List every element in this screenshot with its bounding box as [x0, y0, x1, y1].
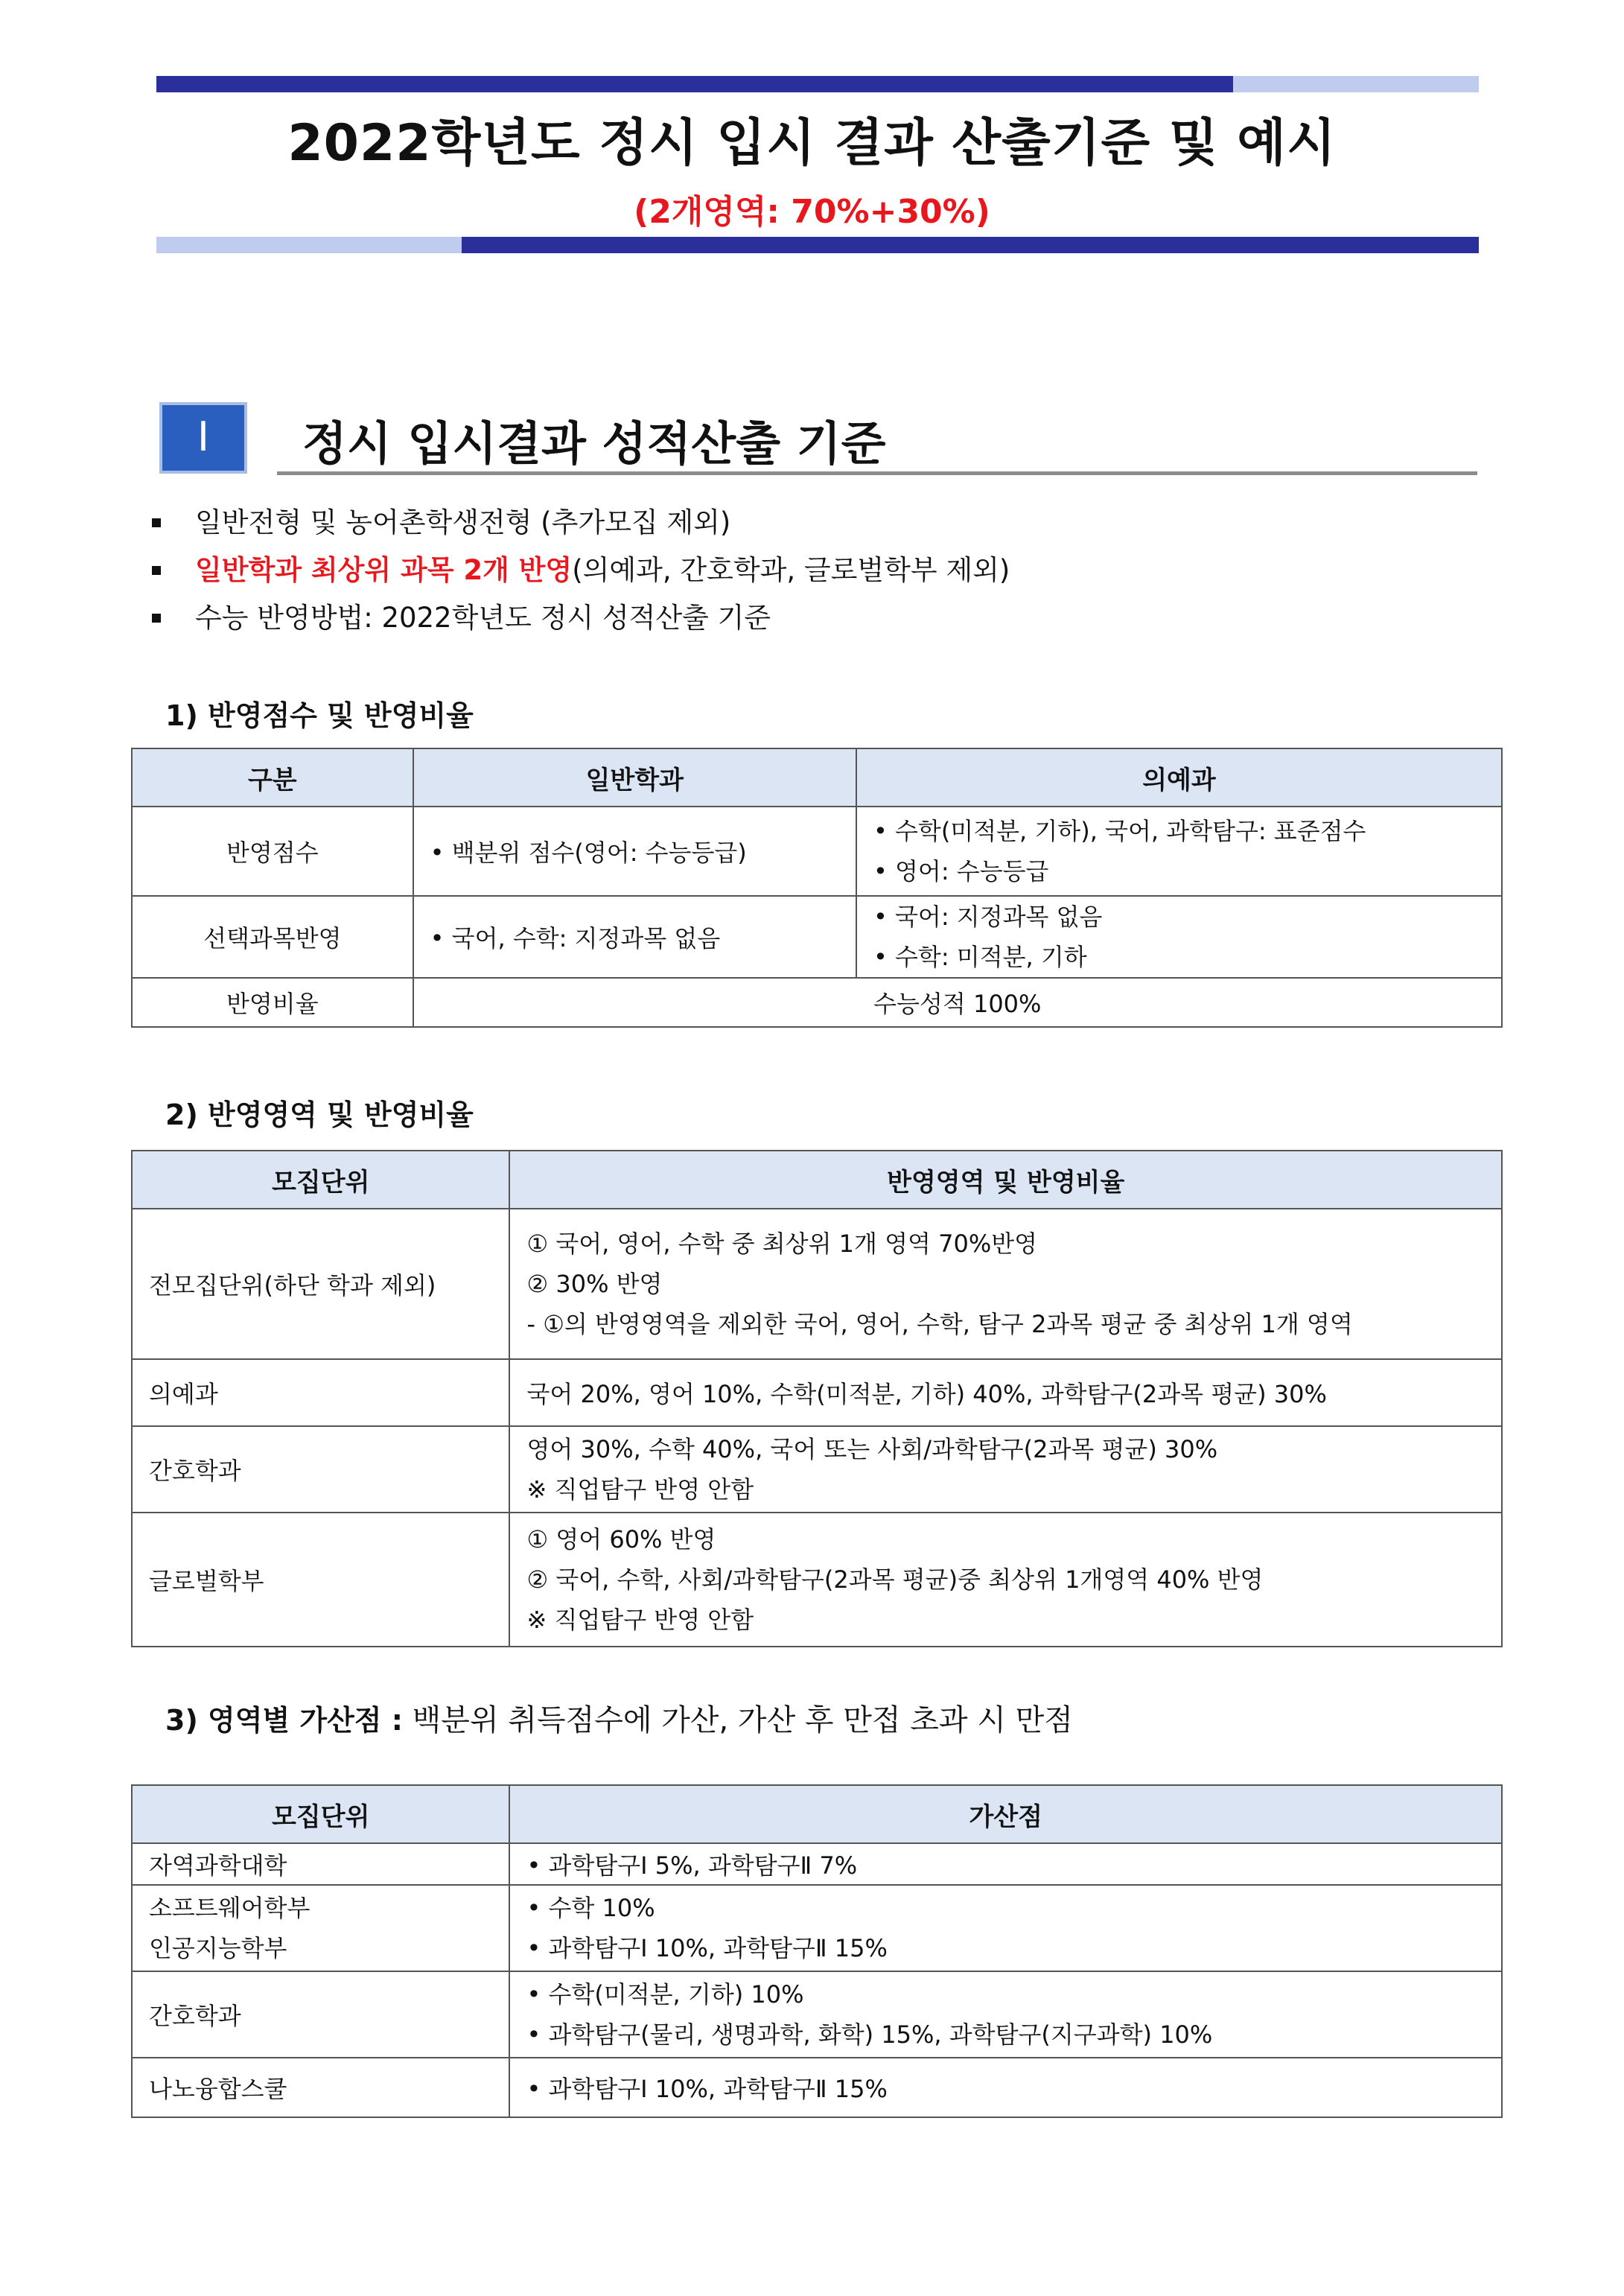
table-header-cell: 일반학과 [413, 748, 856, 807]
table-row: 글로벌학부 ① 영어 60% 반영 ② 국어, 수학, 사회/과학탐구(2과목 평균)중 최상위 1개영역 40% 반영 ※ 직업탐구 반영 안함 [132, 1513, 1502, 1647]
header-bar-top-dark [156, 76, 1233, 92]
table-header-cell: 가산점 [509, 1785, 1502, 1843]
page-title: 2022학년도 정시 입시 결과 산출기준 및 예시 [287, 114, 1337, 173]
table-row: 소프트웨어학부 인공지능학부 • 수학 10% • 과학탐구Ⅰ 10%, 과학탐구Ⅱ 15% [132, 1885, 1502, 1971]
table-header-cell: 모집단위 [132, 1151, 509, 1209]
bullet-square-icon [152, 614, 161, 623]
table-row: 자역과학대학 • 과학탐구Ⅰ 5%, 과학탐구Ⅱ 7% [132, 1843, 1502, 1885]
bullet-highlight: 일반학과 최상위 과목 2개 반영 [195, 554, 573, 586]
bullet-item: 일반전형 및 농어촌학생전형 (추가모집 제외) [149, 499, 1010, 547]
bullet-item: 일반학과 최상위 과목 2개 반영(의예과, 간호학과, 글로벌학부 제외) [149, 547, 1010, 594]
bullet-square-icon [152, 518, 161, 527]
criteria-bullet-list [149, 499, 1010, 642]
section-title: 정시 입시결과 성적산출 기준 [302, 416, 886, 471]
table-header-cell: 의예과 [856, 748, 1502, 807]
page-subtitle: (2개영역: 70%+30%) [634, 193, 990, 231]
table-bonus-points [131, 1784, 1503, 2118]
table-header-cell: 구분 [132, 748, 413, 807]
table3-heading: 3) 영역별 가산점 : 백분위 취득점수에 가산, 가산 후 만접 초과 시 만점 [165, 1703, 1073, 1737]
table-row: 반영비율 수능성적 100% [132, 978, 1502, 1027]
section-underline [277, 471, 1477, 475]
table-score-ratio [131, 748, 1503, 1028]
section-number-box: Ⅰ [159, 402, 247, 474]
table-header-cell: 모집단위 [132, 1785, 509, 1843]
table-row: 간호학과 • 수학(미적분, 기하) 10% • 과학탐구(물리, 생명과학, 화학) 15%, 과학탐구(지구과학) 10% [132, 1971, 1502, 2058]
header-bar-bottom-dark [462, 237, 1479, 253]
table-row: 간호학과 영어 30%, 수학 40%, 국어 또는 사회/과학탐구(2과목 평균) 30% ※ 직업탐구 반영 안함 [132, 1426, 1502, 1513]
table2-heading: 2) 반영영역 및 반영비율 [165, 1098, 474, 1131]
bullet-item: 수능 반영방법: 2022학년도 정시 성적산출 기준 [149, 594, 1010, 642]
bullet-square-icon [152, 566, 161, 575]
table-row: 나노융합스쿨 • 과학탐구Ⅰ 10%, 과학탐구Ⅱ 15% [132, 2058, 1502, 2117]
table1-heading: 1) 반영점수 및 반영비율 [165, 699, 474, 732]
header-bar-bottom-light [156, 237, 462, 253]
table-row: 의예과 국어 20%, 영어 10%, 수학(미적분, 기하) 40%, 과학탐구(2과목 평균) 30% [132, 1359, 1502, 1426]
header-bar-top-light [1233, 76, 1479, 92]
table-subject-ratio [131, 1150, 1503, 1647]
table-header-cell: 반영영역 및 반영비율 [509, 1151, 1502, 1209]
table-row: 전모집단위(하단 학과 제외) ① 국어, 영어, 수학 중 최상위 1개 영역 70%반영 ② 30% 반영 - ①의 반영영역을 제외한 국어, 영어, 수학, 탐구 2과목 평균 중 최상위 1개 영역 [132, 1209, 1502, 1359]
table-row: 선택과목반영 • 국어, 수학: 지정과목 없음 • 국어: 지정과목 없음 • 수학: 미적분, 기하 [132, 896, 1502, 978]
table-row: 반영점수 • 백분위 점수(영어: 수능등급) • 수학(미적분, 기하), 국어, 과학탐구: 표준점수 • 영어: 수능등급 [132, 807, 1502, 896]
